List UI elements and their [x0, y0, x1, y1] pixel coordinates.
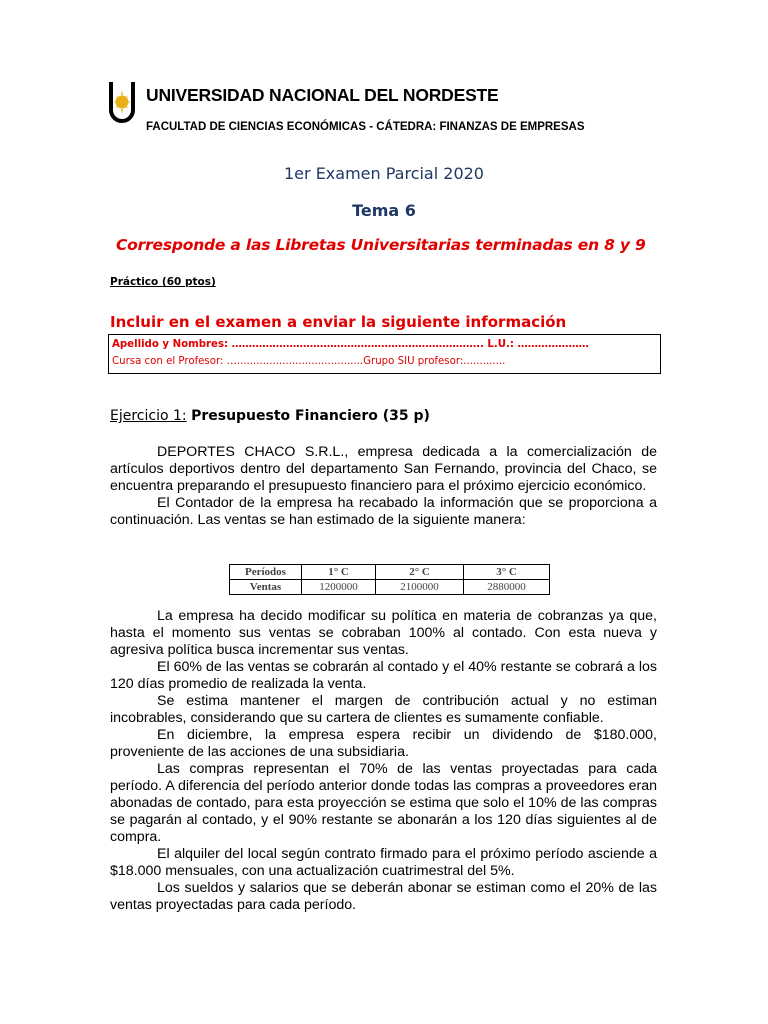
table-cell: 1200000: [302, 580, 376, 595]
paragraph: La empresa ha decido modificar su política en materia de cobranzas ya que, hasta el momento sus ventas se cobraban 100% al contado. Con esta nueva y agresiva política busca incrementar sus ventas.: [110, 608, 657, 658]
paragraph: En diciembre, la empresa espera recibir un dividendo de $180.000, proveniente de las acciones de una subsidiaria.: [110, 727, 657, 760]
info-line-professor: Cursa con el Profesor: ….......................................Grupo SIU profesor:.............: [112, 356, 506, 367]
table-header-cell: 2° C: [376, 565, 464, 580]
paragraph: Los sueldos y salarios que se deberán abonar se estiman como el 20% de las ventas proyectadas para cada período.: [110, 880, 657, 913]
paragraph: Se estima mantener el margen de contribución actual y no estiman incobrables, considerando que su cartera de clientes es sumamente confiable.: [110, 693, 657, 726]
table-row: [230, 580, 550, 595]
incluir-heading: Incluir en el examen a enviar la siguiente información: [110, 313, 567, 331]
exercise-title: Presupuesto Financiero (35 p): [191, 408, 430, 424]
exercise-intro: [110, 444, 657, 529]
exam-title: 1er Examen Parcial 2020: [284, 164, 484, 183]
corresponde-note: Corresponde a las Libretas Universitarias terminadas en 8 y 9: [116, 236, 646, 254]
table-header-cell: Períodos: [230, 565, 302, 580]
student-info-box: [108, 334, 661, 374]
info-line-name: Apellido y Nombres: ……………………………………………………………….. L.U.: …………………: [112, 339, 589, 350]
table-cell: Ventas: [230, 580, 302, 595]
table-cell: 2880000: [464, 580, 550, 595]
university-logo-icon: [108, 80, 136, 130]
exercise-label: Ejercicio 1:: [110, 408, 187, 424]
paragraph: El alquiler del local según contrato firmado para el próximo período asciende a $18.000 mensuales, con una actualización cuatrimestral del 5%.: [110, 846, 657, 879]
exercise-heading: [110, 408, 430, 424]
sales-table: [229, 564, 550, 595]
paragraph: El Contador de la empresa ha recabado la información que se proporciona a continuación. Las ventas se han estimado de la siguiente manera:: [110, 495, 657, 528]
practico-heading: Práctico (60 ptos): [110, 276, 216, 288]
faculty-name: FACULTAD DE CIENCIAS ECONÓMICAS - CÁTEDRA: FINANZAS DE EMPRESAS: [146, 121, 585, 133]
table-header-row: [230, 565, 550, 580]
paragraph: Las compras representan el 70% de las ventas proyectadas para cada período. A diferencia del período anterior donde todas las compras a proveedores eran abonadas de contado, para esta proyección se estima que solo el 10% de las compras se pagarán al contado, y el 90% restante se abonarán a los 120 días siguientes al de compra.: [110, 761, 657, 845]
tema-title: Tema 6: [352, 201, 416, 220]
paragraph: DEPORTES CHACO S.R.L., empresa dedicada a la comercialización de artículos deportivos dentro del departamento San Fernando, provincia del Chaco, se encuentra preparando el presupuesto financiero para el próximo ejercicio económico.: [110, 444, 657, 494]
table-header-cell: 1° C: [302, 565, 376, 580]
exercise-conditions: [110, 608, 657, 914]
table-header-cell: 3° C: [464, 565, 550, 580]
paragraph: El 60% de las ventas se cobrarán al contado y el 40% restante se cobrará a los 120 días promedio de realizada la venta.: [110, 659, 657, 692]
university-name: UNIVERSIDAD NACIONAL DEL NORDESTE: [146, 85, 499, 105]
table-cell: 2100000: [376, 580, 464, 595]
